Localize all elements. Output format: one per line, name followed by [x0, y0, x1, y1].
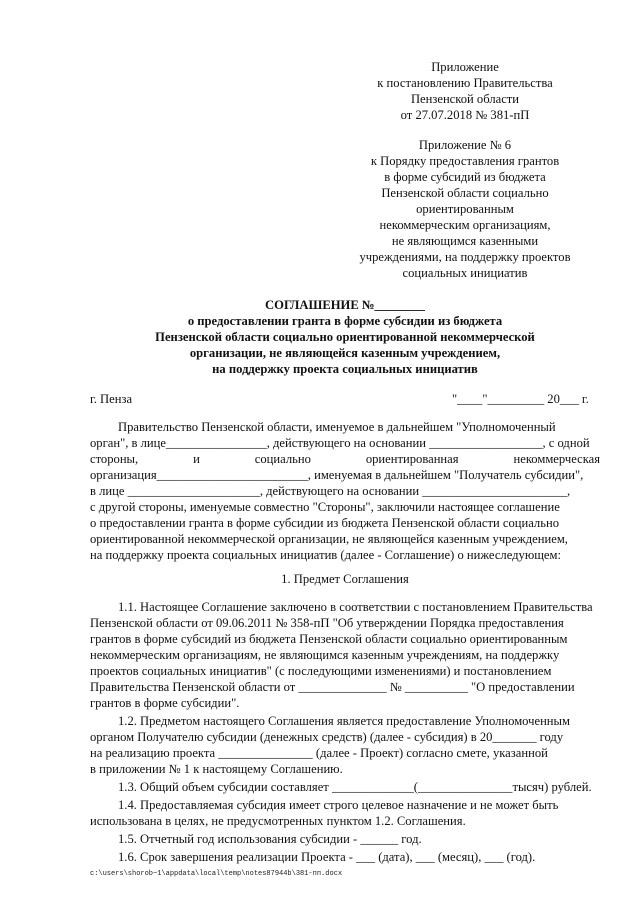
- clause-1-3: 1.3. Общий объем субсидии составляет _____________(_______________тысяч) рублей.: [118, 780, 592, 794]
- preamble-line: с другой стороны, именуемые совместно "Стороны", заключили настоящее соглашение: [90, 500, 560, 514]
- appendix-line: Пензенской области: [410, 92, 520, 106]
- file-path-footer: c:\users\shorob~1\appdata\local\temp\notes87944b\381-пп.docx: [90, 870, 343, 878]
- appendix6-line: не являющимся казенными: [391, 234, 539, 248]
- clause-line: грантов в форме субсидии".: [90, 696, 240, 710]
- title-line: Пензенской области социально ориентированной некоммерческой: [155, 330, 535, 344]
- preamble-line: о предоставлении гранта в форме субсидии из бюджета Пензенской области социально: [90, 516, 559, 530]
- clause-line: Пензенской области от 09.06.2011 № 358-пП "Об утверждении Порядка предоставления: [90, 616, 564, 630]
- appendix6-line: ориентированным: [416, 202, 514, 216]
- appendix6-line: Пензенской области социально: [381, 186, 549, 200]
- appendix6-line: к Порядку предоставления грантов: [370, 154, 560, 168]
- clause-line: в приложении № 1 к настоящему Соглашению.: [90, 762, 343, 776]
- clause-line: проектов социальных инициатив" (с последующими изменениями) и постановлением: [90, 664, 552, 678]
- agreement-date: "____"_________ 20___ г.: [452, 392, 589, 406]
- appendix6-line: в форме субсидий из бюджета: [384, 170, 546, 184]
- clause-1-5: 1.5. Отчетный год использования субсидии - ______ год.: [118, 832, 422, 846]
- preamble-word: и: [193, 452, 200, 466]
- preamble-word: некоммерческая: [513, 452, 600, 466]
- preamble-word: ориентированная: [365, 452, 459, 466]
- appendix6-line: учреждениями, на поддержку проектов: [359, 250, 571, 264]
- preamble-word: стороны,: [90, 452, 139, 466]
- clause-line: органом Получателю субсидии (денежных средств) (далее - субсидия) в 20_______ году: [90, 730, 564, 744]
- preamble-line: орган", в лице________________, действующего на основании __________________, с одной: [90, 436, 590, 450]
- clause-line: 1.2. Предметом настоящего Соглашения является предоставление Уполномоченным: [118, 714, 570, 728]
- clause-line: некоммерческим организациям, не являющимся казенным учреждениям, на поддержку: [90, 648, 560, 662]
- title-line: СОГЛАШЕНИЕ №________: [265, 298, 425, 312]
- appendix-line: к постановлению Правительства: [377, 76, 553, 90]
- clause-line: 1.4. Предоставляемая субсидия имеет строго целевое назначение и не может быть: [118, 798, 559, 812]
- appendix6-line: некоммерческим организациям,: [379, 218, 551, 232]
- city: г. Пенза: [90, 392, 133, 406]
- appendix-line: от 27.07.2018 № 381-пП: [400, 108, 530, 122]
- title-line: о предоставлении гранта в форме субсидии из бюджета: [187, 314, 503, 328]
- appendix6-line: Приложение № 6: [418, 138, 512, 152]
- title-line: на поддержку проекта социальных инициатив: [212, 362, 478, 376]
- clause-line: Правительства Пензенской области от ______________ № __________ "О предоставлении: [90, 680, 575, 694]
- preamble-line: на поддержку проекта социальных инициатив (далее - Соглашение) о нижеследующем:: [90, 548, 561, 562]
- preamble-line: организация________________________, именуемая в дальнейшем "Получатель субсидии",: [90, 468, 584, 482]
- clause-line: на реализацию проекта _______________ (далее - Проект) согласно смете, указанной: [90, 746, 548, 760]
- section-heading: 1. Предмет Соглашения: [281, 572, 409, 586]
- clause-line: использована в целях, не предусмотренных пунктом 1.2. Соглашения.: [90, 814, 466, 828]
- appendix6-line: социальных инициатив: [402, 266, 528, 280]
- preamble-line: в лице _____________________, действующего на основании _______________________,: [90, 484, 571, 498]
- preamble-line: [90, 452, 600, 467]
- title-line: организации, не являющейся казенным учреждением,: [189, 346, 501, 360]
- preamble-word: социально: [254, 452, 311, 466]
- preamble-line: Правительство Пензенской области, именуемое в дальнейшем "Уполномоченный: [118, 420, 556, 434]
- clause-line: грантов в форме субсидий из бюджета Пензенской области социально ориентированным: [90, 632, 568, 646]
- clause-1-6: 1.6. Срок завершения реализации Проекта - ___ (дата), ___ (месяц), ___ (год).: [118, 850, 536, 864]
- preamble-line: ориентированной некоммерческой организации, не являющейся казенным учреждением,: [90, 532, 568, 546]
- appendix-line: Приложение: [431, 60, 499, 74]
- clause-line: 1.1. Настоящее Соглашение заключено в соответствии с постановлением Правительства: [118, 600, 593, 614]
